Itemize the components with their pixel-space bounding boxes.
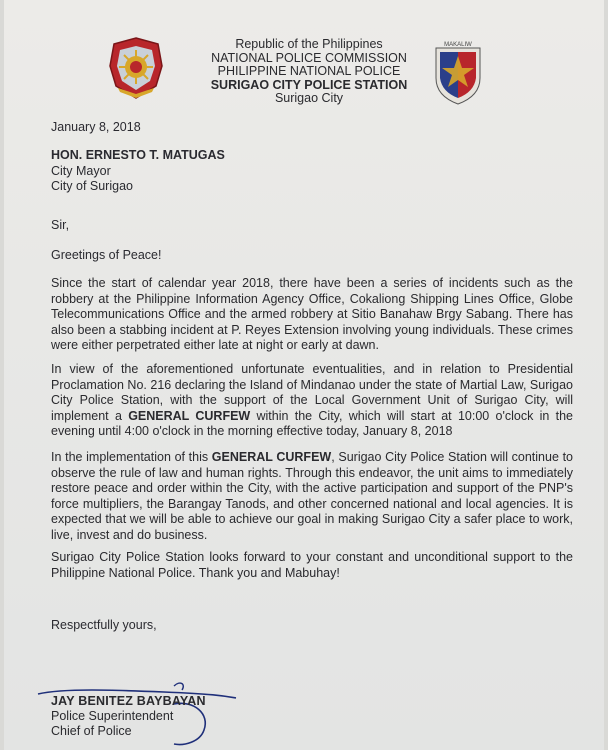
recipient-office: City of Surigao [51, 179, 133, 193]
letter-page [4, 0, 604, 750]
closing: Respectfully yours, [51, 618, 157, 632]
signatory-rank: Police Superintendent [51, 709, 174, 723]
letterhead-city: Surigao City [274, 91, 344, 105]
paragraph-incidents: Since the start of calendar year 2018, there have been a series of incidents such as the robbery at the Philippine Information Agency Office, Cokaliong Shipping Lines Office, Globe Telecommunications Office and the armed robbery at Sitio Banahaw Brgy Sabang. There has also been a stabbing incident at P. Reyes Extension involving young individuals. These crimes were either perpetrated either late at night or early at dawn. [51, 276, 573, 352]
p2-general-curfew: GENERAL CURFEW [128, 408, 251, 423]
paragraph-curfew-announcement [51, 362, 573, 440]
letterhead [174, 38, 444, 106]
seal-caption: MAKALIW [444, 42, 472, 48]
greeting: Greetings of Peace! [51, 248, 162, 262]
recipient-name: HON. ERNESTO T. MATUGAS [51, 148, 225, 162]
signatory-position: Chief of Police [51, 724, 132, 738]
p3-text-b: , Surigao City Police Station will continue to observe the rule of law and human rights. Through this endeavor, the unit aims to immediately restore peace and order within the City, with the active participation and support of the PNP's force multipliers, the Barangay Tanods, and other concerned national and local agencies. It is expected that we will be able to achieve our goal in making Surigao City a safer place to work, live, invest and do business. [51, 450, 573, 542]
signatory-name: JAY BENITEZ BAYBAYAN [51, 694, 206, 708]
surigao-police-seal-icon [428, 38, 488, 106]
paragraph-implementation [51, 450, 573, 543]
letterhead-station: SURIGAO CITY POLICE STATION [210, 77, 408, 92]
letterhead-napolcom: NATIONAL POLICE COMMISSION [211, 50, 407, 65]
pnp-seal-icon [106, 36, 166, 100]
letter-date: January 8, 2018 [51, 120, 141, 134]
letterhead-republic: Republic of the Philippines [235, 37, 383, 51]
p3-text-a: In the implementation of this [51, 450, 212, 464]
p3-general-curfew: GENERAL CURFEW [211, 450, 332, 464]
recipient-title: City Mayor [51, 163, 111, 178]
salutation: Sir, [51, 218, 70, 232]
recipient-block [51, 148, 573, 195]
letterhead-pnp: PHILIPPINE NATIONAL POLICE [217, 64, 401, 78]
paragraph-support: Surigao City Police Station looks forward to your constant and unconditional support to the Philippine National Police. Thank you and Mabuhay! [51, 550, 573, 580]
signatory-block [51, 694, 206, 739]
p2-text-a: In view of the aforementioned unfortunate eventualities, and in relation to Presidential Proclamation No. 216 declaring the Island of Mindanao under the state of Martial Law, Surigao City Police Station, with the support of the Local Government Unit of Surigao City, will implement a [51, 362, 573, 423]
p2-text-b: within the City, which will start at 10:00 o'clock in the evening until 4:00 o'clock in the morning effective today, January 8, 2018 [51, 408, 573, 438]
